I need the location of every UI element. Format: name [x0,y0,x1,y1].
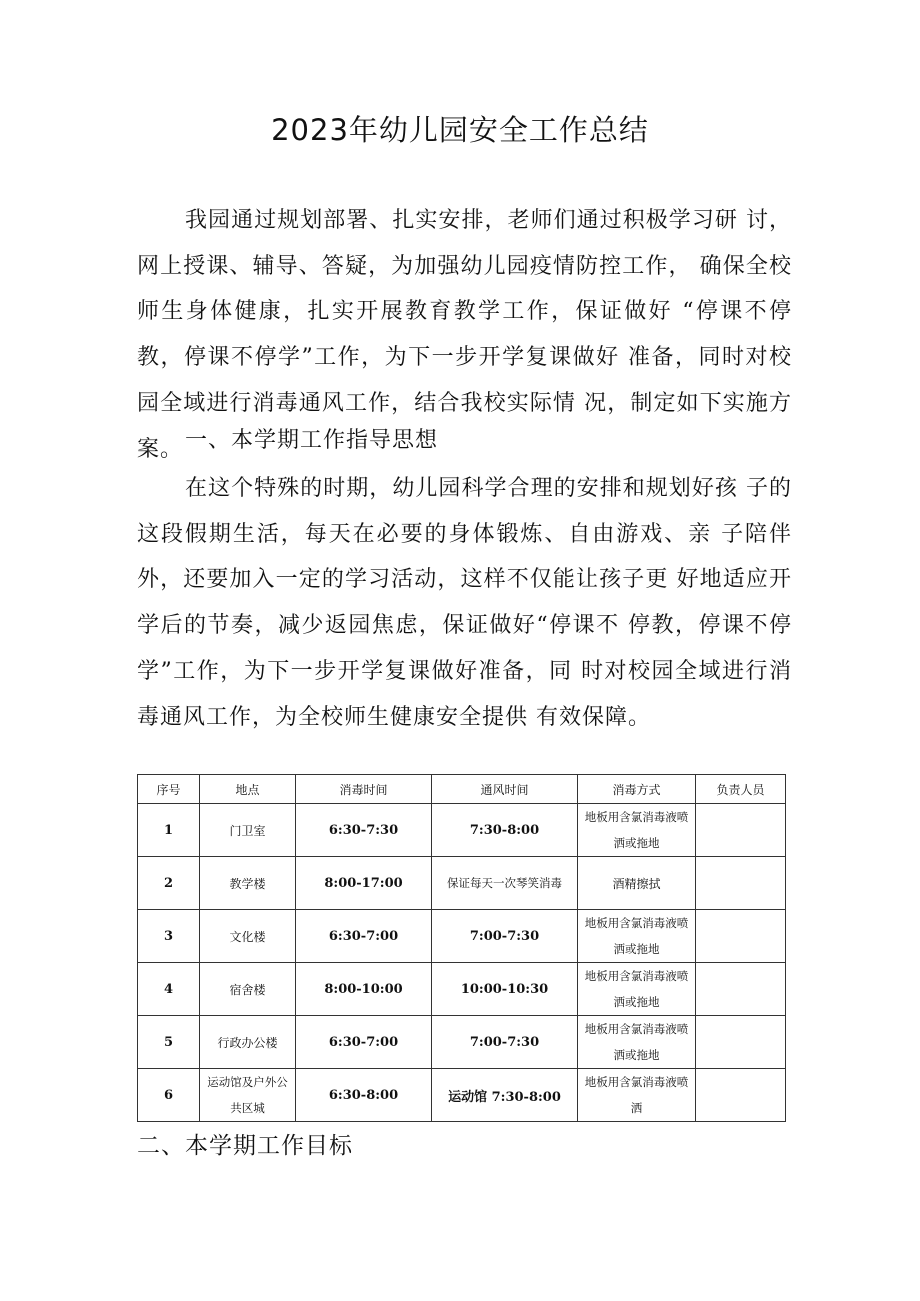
cell-number: 5 [138,1016,200,1069]
cell-vent-time: 运动馆 7:30-8:00 [432,1069,578,1122]
table-row [138,1016,786,1069]
table-row [138,804,786,857]
cell-place: 运动馆及户外公共区城 [200,1069,296,1122]
header-place: 地点 [200,775,296,804]
cell-number: 2 [138,857,200,910]
cell-disinfect-time: 8:00-17:00 [296,857,432,910]
intro-paragraph: 我园通过规划部署、扎实安排，老师们通过积极学习研 讨，网上授课、辅导、答疑，为加强幼儿园疫情防控工作， 确保全校师生身体健康，扎实开展教育教学工作，保证做好 “停课不停教，停课不停学”工作，为下一步开学复课做好 准备，同时对校园全域进行消毒通风工作，结合我校实际情 况，制定如下实施方案。 [137,208,792,462]
cell-person [696,857,786,910]
section-heading-guiding-thought: 一、本学期工作指导思想 [185,428,439,453]
cell-method: 酒精擦拭 [578,857,696,910]
cell-vent-time: 保证每天一次琴笑消毒 [432,857,578,910]
cell-person [696,910,786,963]
cell-person [696,1069,786,1122]
cell-person [696,1016,786,1069]
table-header-row [138,775,786,804]
cell-vent-time: 7:30-8:00 [432,804,578,857]
cell-place: 门卫室 [200,804,296,857]
table-row [138,857,786,910]
cell-person [696,804,786,857]
header-method: 消毒方式 [578,775,696,804]
cell-vent-time: 7:00-7:30 [432,1016,578,1069]
cell-place: 文化楼 [200,910,296,963]
cell-disinfect-time: 6:30-7:00 [296,910,432,963]
header-vent-time: 通风时间 [432,775,578,804]
cell-person [696,963,786,1016]
guiding-thought-paragraph: 在这个特殊的时期，幼儿园科学合理的安排和规划好孩 子的这段假期生活，每天在必要的身体锻炼、自由游戏、亲 子陪伴外，还要加入一定的学习活动，这样不仅能让孩子更 好地适应开学后的节奏，减少返园焦虑，保证做好“停课不 停教，停课不停学”工作，为下一步开学复课做好准备，同 时对校园全域进行消毒通风工作，为全校师生健康安全提供 有效保障。 [137,476,792,730]
cell-disinfect-time: 6:30-7:30 [296,804,432,857]
cell-place: 宿舍楼 [200,963,296,1016]
disinfection-schedule-table [137,774,786,1122]
cell-number: 4 [138,963,200,1016]
document-title: 2023年幼儿园安全工作总结 [271,113,649,147]
header-person: 负责人员 [696,775,786,804]
cell-place: 教学楼 [200,857,296,910]
cell-number: 1 [138,804,200,857]
table-row [138,963,786,1016]
header-disinfect-time: 消毒时间 [296,775,432,804]
cell-disinfect-time: 8:00-10:00 [296,963,432,1016]
cell-method: 地板用含氯消毒液喷洒 [578,1069,696,1122]
header-number: 序号 [138,775,200,804]
table-row [138,1069,786,1122]
cell-vent-time: 10:00-10:30 [432,963,578,1016]
cell-number: 3 [138,910,200,963]
section-heading-goals: 二、本学期工作目标 [137,1133,353,1159]
cell-place: 行政办公楼 [200,1016,296,1069]
cell-disinfect-time: 6:30-7:00 [296,1016,432,1069]
cell-number: 6 [138,1069,200,1122]
cell-method: 地板用含氯消毒液喷洒或拖地 [578,963,696,1016]
table-row [138,910,786,963]
cell-vent-time: 7:00-7:30 [432,910,578,963]
cell-method: 地板用含氯消毒液喷洒或拖地 [578,804,696,857]
cell-method: 地板用含氯消毒液喷洒或拖地 [578,1016,696,1069]
cell-method: 地板用含氯消毒液喷洒或拖地 [578,910,696,963]
cell-disinfect-time: 6:30-8:00 [296,1069,432,1122]
